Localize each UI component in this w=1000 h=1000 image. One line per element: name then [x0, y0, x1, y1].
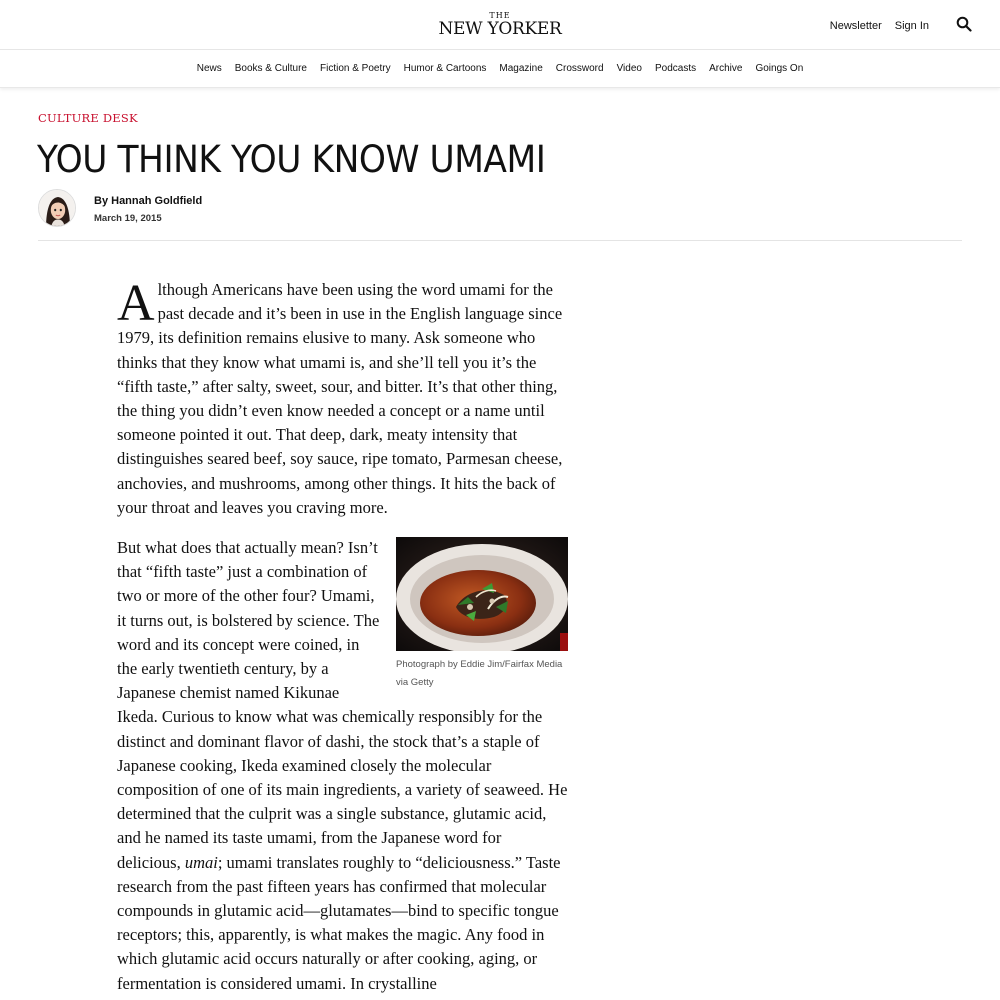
drop-cap: A [117, 275, 155, 332]
header-actions [830, 16, 976, 36]
nav-item-crossword[interactable]: Crossword [555, 63, 604, 74]
nav-item-humor-cartoons[interactable]: Humor & Cartoons [403, 63, 487, 74]
nav-item-goings-on[interactable]: Goings On [755, 63, 804, 74]
paragraph-1 [117, 275, 569, 520]
sign-in-link[interactable]: Sign In [894, 20, 929, 32]
soup-photo[interactable] [396, 537, 568, 651]
author-link[interactable]: Hannah Goldfield [111, 195, 203, 207]
search-icon[interactable] [956, 16, 976, 36]
rubric-link[interactable]: CULTURE DESK [38, 111, 138, 125]
paragraph-2 [117, 536, 569, 996]
byline-prefix: By [94, 195, 112, 207]
article-body [117, 275, 569, 1000]
paragraph-2-text-a: But what does that actually mean? Isn’t that “fifth taste” just a combination of two or more of the other four? Umami, it turns out, is bolstered by science. The word and its concept were coined, in the early twentieth century, by a Japanese chemist named Kikunae Ikeda. Curious to know what was chemically responsibly for the distinct and dominant flavor of dashi, the stock that’s a staple of Japanese cooking, Ikeda examined closely the molecular composition of one of its main ingredients, a variety of seaweed. He determined that the culprit was a single substance, glutamic acid, and he named its taste umami, from the Japanese word for delicious, [117, 538, 568, 872]
nav-item-books-culture[interactable]: Books & Culture [234, 63, 307, 74]
byline [94, 195, 202, 207]
publish-date: March 19, 2015 [94, 213, 162, 224]
newsletter-link[interactable]: Newsletter [829, 20, 882, 32]
nav-item-news[interactable]: News [196, 63, 222, 74]
header-divider [38, 240, 962, 241]
photo-caption: Photograph by Eddie Jim/Fairfax Media via Getty [396, 659, 563, 689]
logo-the: THE [489, 11, 511, 20]
site-header [0, 0, 1000, 50]
logo-wordmark: NEW YORKER [438, 19, 562, 39]
nav-item-magazine[interactable]: Magazine [499, 63, 543, 74]
article-headline: YOU THINK YOU KNOW UMAMI [37, 138, 546, 181]
paragraph-1-text: lthough Americans have been using the word umami for the past decade and it’s been in use in the English language since 1979, its definition remains elusive to many. Ask someone who thinks that they know what umami is, and she’ll tell you it’s the “fifth taste,” after salty, sweet, sour, and bitter. It’s that other thing, the thing you didn’t even know needed a concept or a name until someone pointed it out. That deep, dark, meaty intensity that distinguishes seared beef, soy sauce, ripe tomato, Parmesan cheese, anchovies, and mushrooms, among other things. It hits the back of your throat and leaves you craving more. [117, 280, 563, 517]
nav-item-fiction-poetry[interactable]: Fiction & Poetry [320, 63, 391, 74]
section-nav [0, 50, 1000, 88]
nav-item-podcasts[interactable]: Podcasts [654, 63, 697, 74]
author-avatar[interactable] [38, 189, 76, 227]
nav-item-video[interactable]: Video [616, 63, 642, 74]
paragraph-2-italic: umai [184, 852, 218, 872]
nav-item-archive[interactable]: Archive [709, 63, 743, 74]
paragraph-2-text-b: ; umami translates roughly to “deliciousness.” Taste research from the past fifteen years has confirmed that molecular compounds in glutamic acid—glutamates—bind to specific tongue receptors; this, apparently, is what makes the magic. Any food in which glutamic acid occurs naturally or after cooking, aging, or fermentation is considered umami. In crystalline [117, 852, 561, 993]
article-figure [396, 537, 582, 692]
